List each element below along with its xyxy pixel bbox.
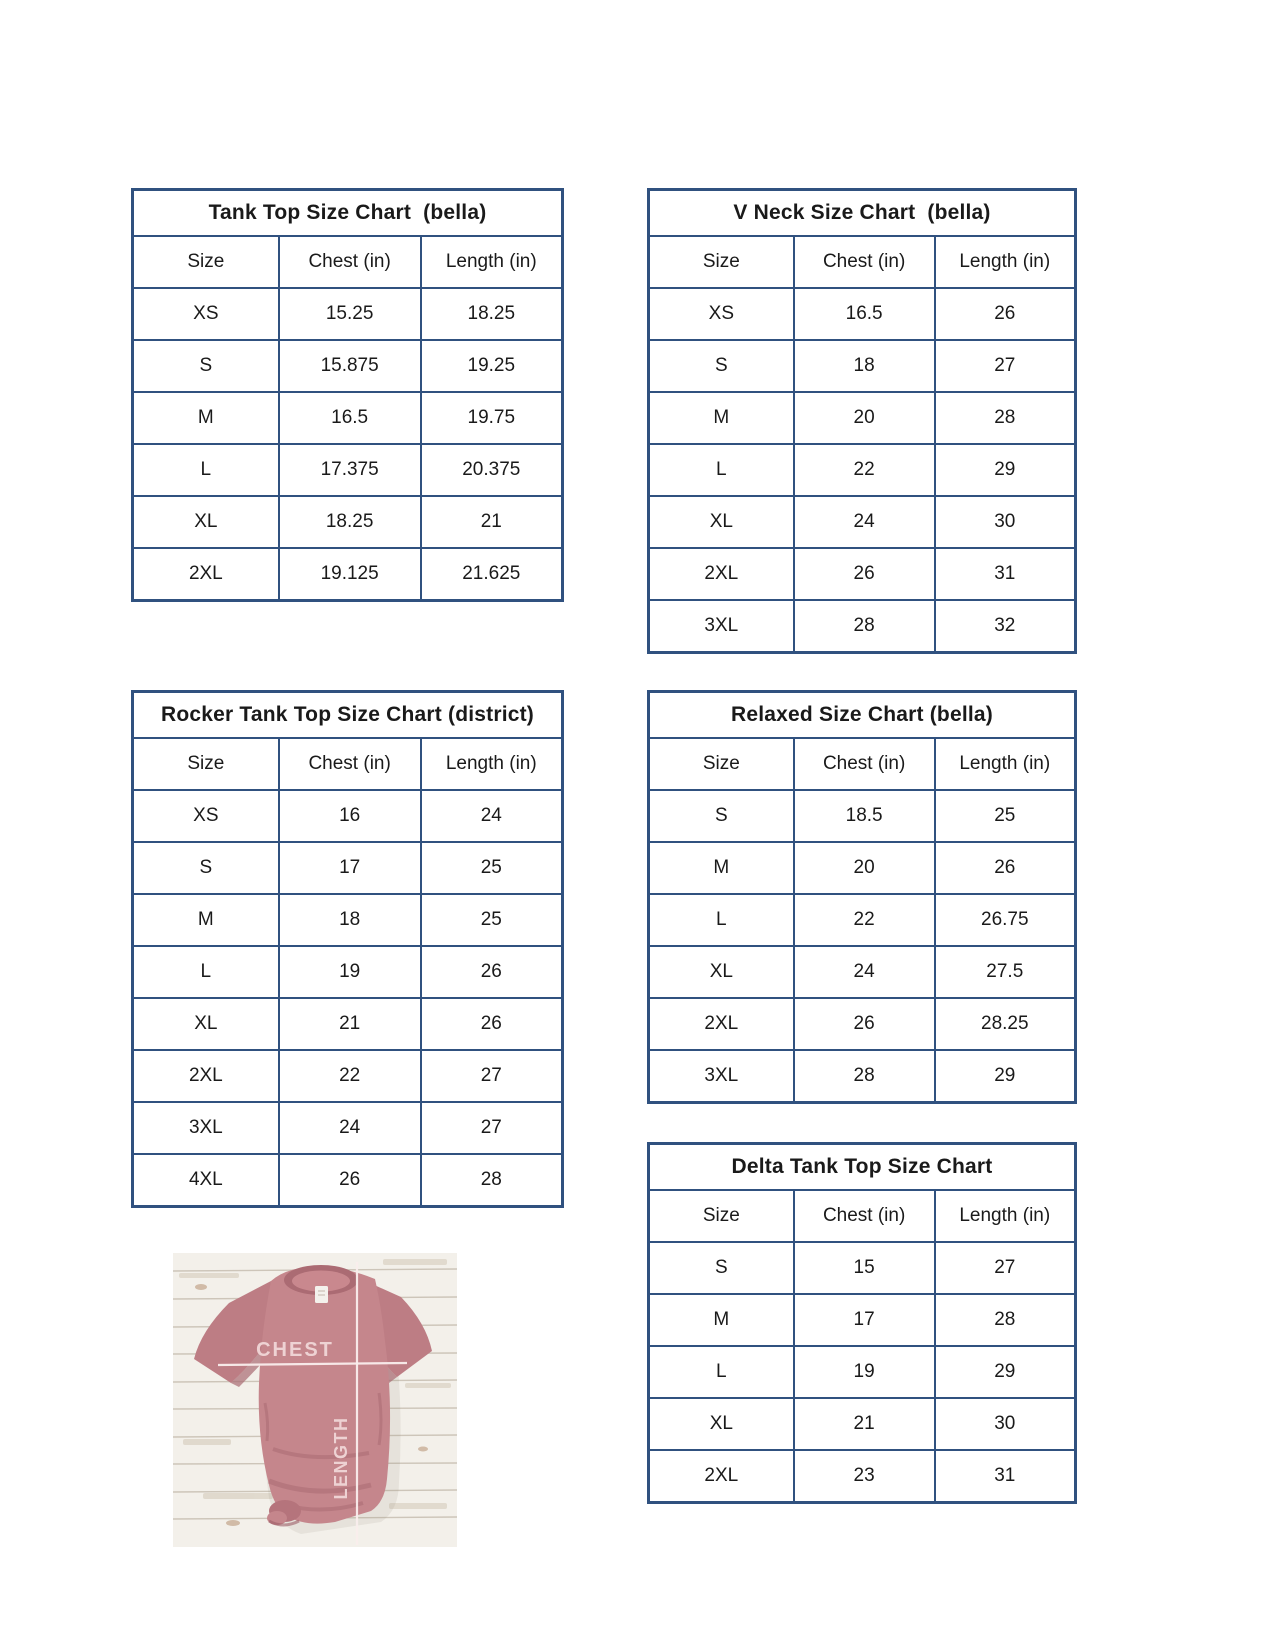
cell-chest: 18.5 [794, 790, 935, 842]
cell-length: 25 [421, 842, 563, 894]
cell-length: 25 [935, 790, 1076, 842]
cell-chest: 19.125 [279, 548, 421, 601]
cell-chest: 20 [794, 392, 935, 444]
cell-size: L [649, 444, 794, 496]
table-row [649, 1294, 1076, 1346]
cell-chest: 15 [794, 1242, 935, 1294]
cell-size: M [649, 842, 794, 894]
cell-chest: 16 [279, 790, 421, 842]
header-row [649, 738, 1076, 790]
table-row [649, 496, 1076, 548]
col-header-size: Size [649, 1190, 794, 1242]
table-row [133, 444, 563, 496]
cell-length: 32 [935, 600, 1076, 653]
cell-size: M [649, 1294, 794, 1346]
cell-size: S [649, 790, 794, 842]
cell-length: 29 [935, 1050, 1076, 1103]
table-row [133, 1154, 563, 1207]
cell-length: 26.75 [935, 894, 1076, 946]
table-row [133, 1050, 563, 1102]
col-header-length: Length (in) [935, 738, 1076, 790]
table-row [649, 894, 1076, 946]
cell-length: 24 [421, 790, 563, 842]
cell-chest: 18.25 [279, 496, 421, 548]
cell-size: S [649, 340, 794, 392]
cell-length: 30 [935, 496, 1076, 548]
cell-chest: 16.5 [794, 288, 935, 340]
cell-size: 3XL [133, 1102, 279, 1154]
cell-size: 3XL [649, 1050, 794, 1103]
cell-length: 31 [935, 1450, 1076, 1503]
cell-chest: 16.5 [279, 392, 421, 444]
cell-chest: 18 [279, 894, 421, 946]
table-row [649, 548, 1076, 600]
table-row [133, 894, 563, 946]
tshirt-illustration [173, 1253, 457, 1547]
cell-length: 27 [421, 1050, 563, 1102]
cell-length: 26 [935, 842, 1076, 894]
cell-chest: 26 [794, 998, 935, 1050]
table-title: Rocker Tank Top Size Chart (district) [133, 692, 563, 739]
table-row [649, 1398, 1076, 1450]
table-row [649, 392, 1076, 444]
cell-size: L [133, 946, 279, 998]
cell-chest: 21 [794, 1398, 935, 1450]
col-header-length: Length (in) [421, 236, 563, 288]
cell-size: XL [133, 496, 279, 548]
table-row [133, 842, 563, 894]
table-row [649, 790, 1076, 842]
table-relaxed [647, 690, 1077, 1104]
col-header-size: Size [133, 236, 279, 288]
cell-chest: 28 [794, 600, 935, 653]
cell-size: 2XL [649, 1450, 794, 1503]
cell-length: 27 [935, 340, 1076, 392]
chest-label: CHEST [256, 1339, 334, 1361]
table-row [133, 998, 563, 1050]
cell-size: XS [133, 790, 279, 842]
header-row [649, 1190, 1076, 1242]
cell-chest: 19 [794, 1346, 935, 1398]
cell-length: 28 [935, 1294, 1076, 1346]
cell-size: 2XL [133, 1050, 279, 1102]
cell-size: XL [649, 1398, 794, 1450]
cell-chest: 22 [794, 444, 935, 496]
cell-size: S [133, 340, 279, 392]
cell-size: M [649, 392, 794, 444]
col-header-size: Size [133, 738, 279, 790]
table-row [133, 340, 563, 392]
cell-chest: 26 [279, 1154, 421, 1207]
length-label: LENGTH [331, 1416, 351, 1500]
cell-chest: 28 [794, 1050, 935, 1103]
cell-size: L [133, 444, 279, 496]
table-row [649, 444, 1076, 496]
cell-chest: 17.375 [279, 444, 421, 496]
cell-chest: 19 [279, 946, 421, 998]
table-row [649, 1450, 1076, 1503]
cell-length: 26 [421, 998, 563, 1050]
table-rocker [131, 690, 564, 1208]
cell-size: XS [649, 288, 794, 340]
cell-size: S [133, 842, 279, 894]
col-header-chest: Chest (in) [794, 738, 935, 790]
cell-length: 19.75 [421, 392, 563, 444]
cell-size: 2XL [649, 998, 794, 1050]
table-row [133, 496, 563, 548]
cell-length: 21 [421, 496, 563, 548]
cell-length: 28 [935, 392, 1076, 444]
cell-length: 26 [421, 946, 563, 998]
cell-length: 21.625 [421, 548, 563, 601]
cell-length: 18.25 [421, 288, 563, 340]
table-row [649, 340, 1076, 392]
table-row [649, 1346, 1076, 1398]
col-header-chest: Chest (in) [794, 236, 935, 288]
cell-size: 4XL [133, 1154, 279, 1207]
table-row [649, 288, 1076, 340]
table-row [133, 288, 563, 340]
cell-size: M [133, 392, 279, 444]
cell-size: 2XL [649, 548, 794, 600]
cell-size: 2XL [133, 548, 279, 601]
table-row [649, 946, 1076, 998]
cell-size: XL [649, 946, 794, 998]
cell-chest: 21 [279, 998, 421, 1050]
cell-chest: 17 [794, 1294, 935, 1346]
cell-length: 28.25 [935, 998, 1076, 1050]
cell-chest: 22 [279, 1050, 421, 1102]
table-v-neck [647, 188, 1077, 654]
cell-size: L [649, 1346, 794, 1398]
table-row [649, 842, 1076, 894]
cell-chest: 15.25 [279, 288, 421, 340]
table-delta [647, 1142, 1077, 1504]
cell-size: S [649, 1242, 794, 1294]
cell-length: 28 [421, 1154, 563, 1207]
cell-size: L [649, 894, 794, 946]
col-header-size: Size [649, 236, 794, 288]
table-row [133, 548, 563, 601]
cell-length: 25 [421, 894, 563, 946]
cell-chest: 26 [794, 548, 935, 600]
col-header-chest: Chest (in) [279, 738, 421, 790]
table-row [133, 392, 563, 444]
cell-size: XL [649, 496, 794, 548]
table-title: V Neck Size Chart (bella) [649, 190, 1076, 237]
cell-chest: 23 [794, 1450, 935, 1503]
table-row [649, 998, 1076, 1050]
col-header-chest: Chest (in) [794, 1190, 935, 1242]
table-row [649, 1242, 1076, 1294]
cell-chest: 15.875 [279, 340, 421, 392]
cell-length: 31 [935, 548, 1076, 600]
cell-size: M [133, 894, 279, 946]
table-title: Delta Tank Top Size Chart [649, 1144, 1076, 1191]
cell-length: 29 [935, 1346, 1076, 1398]
tshirt-measurement-photo [173, 1253, 457, 1547]
col-header-chest: Chest (in) [279, 236, 421, 288]
cell-chest: 24 [279, 1102, 421, 1154]
cell-size: 3XL [649, 600, 794, 653]
table-row [133, 1102, 563, 1154]
cell-chest: 24 [794, 946, 935, 998]
table-tank-top [131, 188, 564, 602]
header-row [133, 236, 563, 288]
col-header-size: Size [649, 738, 794, 790]
header-row [649, 236, 1076, 288]
header-row [133, 738, 563, 790]
cell-length: 20.375 [421, 444, 563, 496]
table-row [133, 946, 563, 998]
table-row [649, 600, 1076, 653]
col-header-length: Length (in) [935, 236, 1076, 288]
cell-size: XL [133, 998, 279, 1050]
cell-chest: 17 [279, 842, 421, 894]
cell-length: 27 [421, 1102, 563, 1154]
table-row [133, 790, 563, 842]
cell-length: 26 [935, 288, 1076, 340]
cell-chest: 18 [794, 340, 935, 392]
col-header-length: Length (in) [935, 1190, 1076, 1242]
cell-chest: 22 [794, 894, 935, 946]
cell-length: 27 [935, 1242, 1076, 1294]
cell-length: 19.25 [421, 340, 563, 392]
col-header-length: Length (in) [421, 738, 563, 790]
cell-chest: 24 [794, 496, 935, 548]
cell-chest: 20 [794, 842, 935, 894]
cell-length: 27.5 [935, 946, 1076, 998]
cell-length: 29 [935, 444, 1076, 496]
cell-size: XS [133, 288, 279, 340]
cell-length: 30 [935, 1398, 1076, 1450]
table-title: Relaxed Size Chart (bella) [649, 692, 1076, 739]
table-title: Tank Top Size Chart (bella) [133, 190, 563, 237]
table-row [649, 1050, 1076, 1103]
